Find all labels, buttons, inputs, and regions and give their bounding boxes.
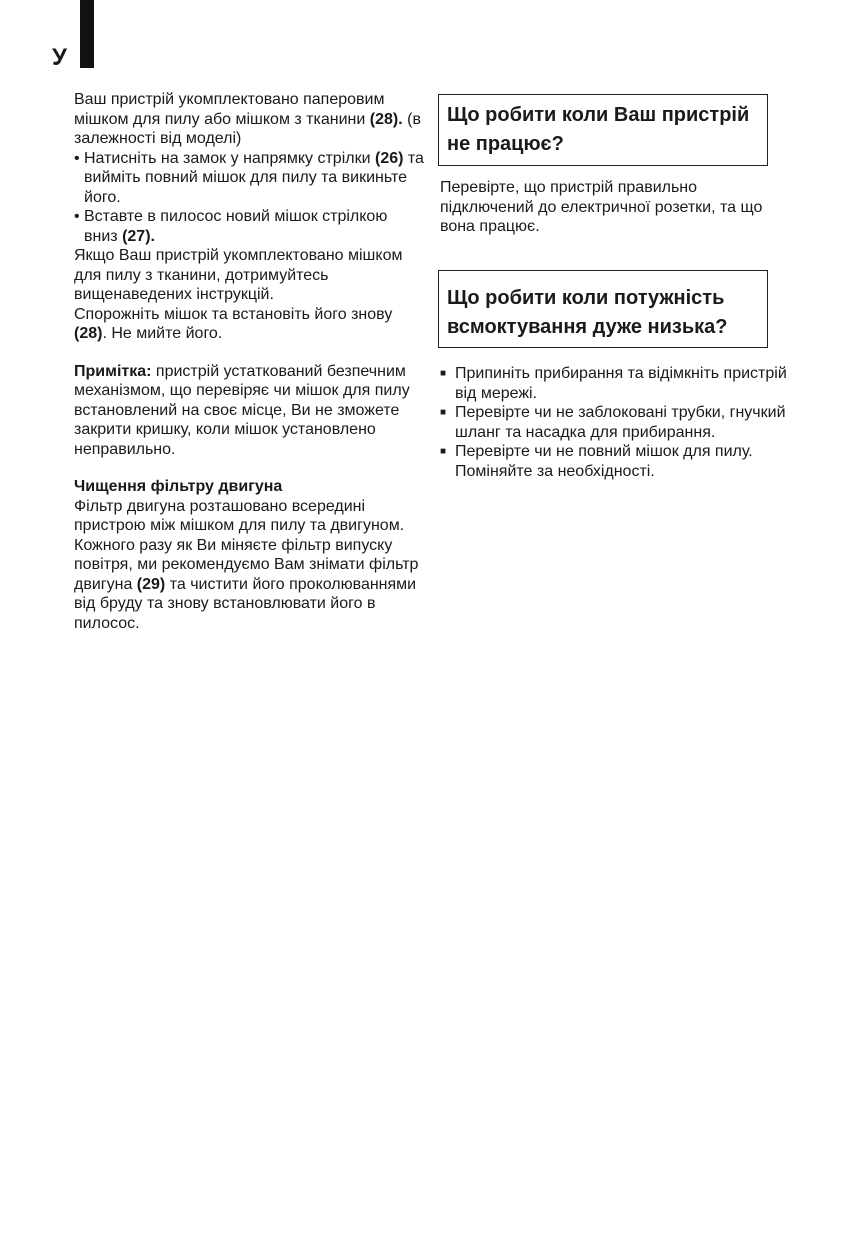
note-label: Примітка: [74, 362, 152, 380]
bag-intro-text: Ваш пристрій укомплектовано паперовим мішком для пилу або мішком з тканини [74, 91, 385, 128]
figure-ref-27: (27). [122, 227, 155, 245]
bag-intro-model-note: (в залежності від моделі) [74, 110, 421, 147]
bag-intro-paragraph [74, 90, 424, 149]
figure-ref-28b: (28) [74, 325, 103, 342]
bullet-dot: • [74, 208, 80, 225]
language-tab-bar [80, 0, 94, 68]
square-bullet-icon: ■ [440, 368, 447, 379]
square-bullet-icon: ■ [440, 446, 447, 457]
section-box-low-suction [438, 270, 768, 348]
filter-text-end: та чистити його проколюваннями від бруду та знову встановлювати його в пилосос. [74, 575, 417, 632]
cloth-bag-paragraph: Якщо Ваш пристрій укомплектовано мішком для пилу з тканини, дотримуйтесь вищенаведених інструкцій. [74, 247, 403, 303]
list-item-text: Перевірте чи не повний мішок для пилу. Поміняйте за необхідності. [455, 443, 753, 480]
filter-heading [74, 477, 424, 497]
bullet-text: та вийміть повний мішок для пилу та викиньте його. [84, 149, 424, 206]
figure-ref-29: (29) [136, 575, 166, 593]
square-bullet-icon: ■ [440, 407, 447, 418]
list-item [440, 403, 790, 442]
list-item-text: Перевірте чи не заблоковані трубки, гнучкий шланг та насадка для прибирання. [455, 404, 786, 441]
bullet-dot: • [74, 149, 80, 167]
left-column [74, 90, 424, 633]
note-paragraph [74, 362, 424, 460]
list-item [440, 442, 790, 481]
list-item-text: Припиніть прибирання та відімкніть пристрій від мережі. [455, 365, 787, 402]
figure-ref-26: (26) [374, 149, 404, 167]
section-box-not-working [438, 94, 768, 166]
language-tab-letter: У [52, 44, 67, 71]
list-item [440, 364, 790, 403]
bullet-text: Натисніть на замок у напрямку стрілки [84, 149, 375, 167]
empty-bag-text-end: . Не мийте його. [102, 325, 223, 342]
empty-bag-paragraph [74, 305, 424, 344]
bullet-item [74, 207, 424, 246]
section-title-not-working: Що робити коли Ваш пристрій не працює? [447, 104, 750, 155]
filter-heading-text: Чищення фільтру двигуна [74, 478, 283, 495]
not-working-paragraph: Перевірте, що пристрій правильно підключений до електричної розетки, та що вона працює. [440, 179, 763, 235]
section-title-low-suction: Що робити коли потужність всмоктування дуже низька? [447, 287, 728, 338]
bullet-item [74, 149, 424, 208]
empty-bag-text: Спорожніть мішок та встановіть його знову [74, 305, 393, 323]
figure-ref-28: (28). [369, 110, 403, 128]
note-text: пристрій устаткований безпечним механізмом, що перевіряє чи мішок для пилу встановлений на своє місце, Ви не зможете закрити кришку, коли мішок установлено неправильно. [74, 362, 410, 458]
bullet-text: Вставте в пилосос новий мішок стрілкою вниз [84, 208, 388, 245]
filter-text: Фільтр двигуна розташовано всередині пристрою між мішком для пилу та двигуном. Кожного разу як Ви міняєте фільтр випуску повітря, ми рекомендуємо Вам знімати фільтр двигуна [74, 497, 419, 593]
filter-paragraph [74, 497, 424, 634]
low-suction-list [440, 364, 790, 481]
